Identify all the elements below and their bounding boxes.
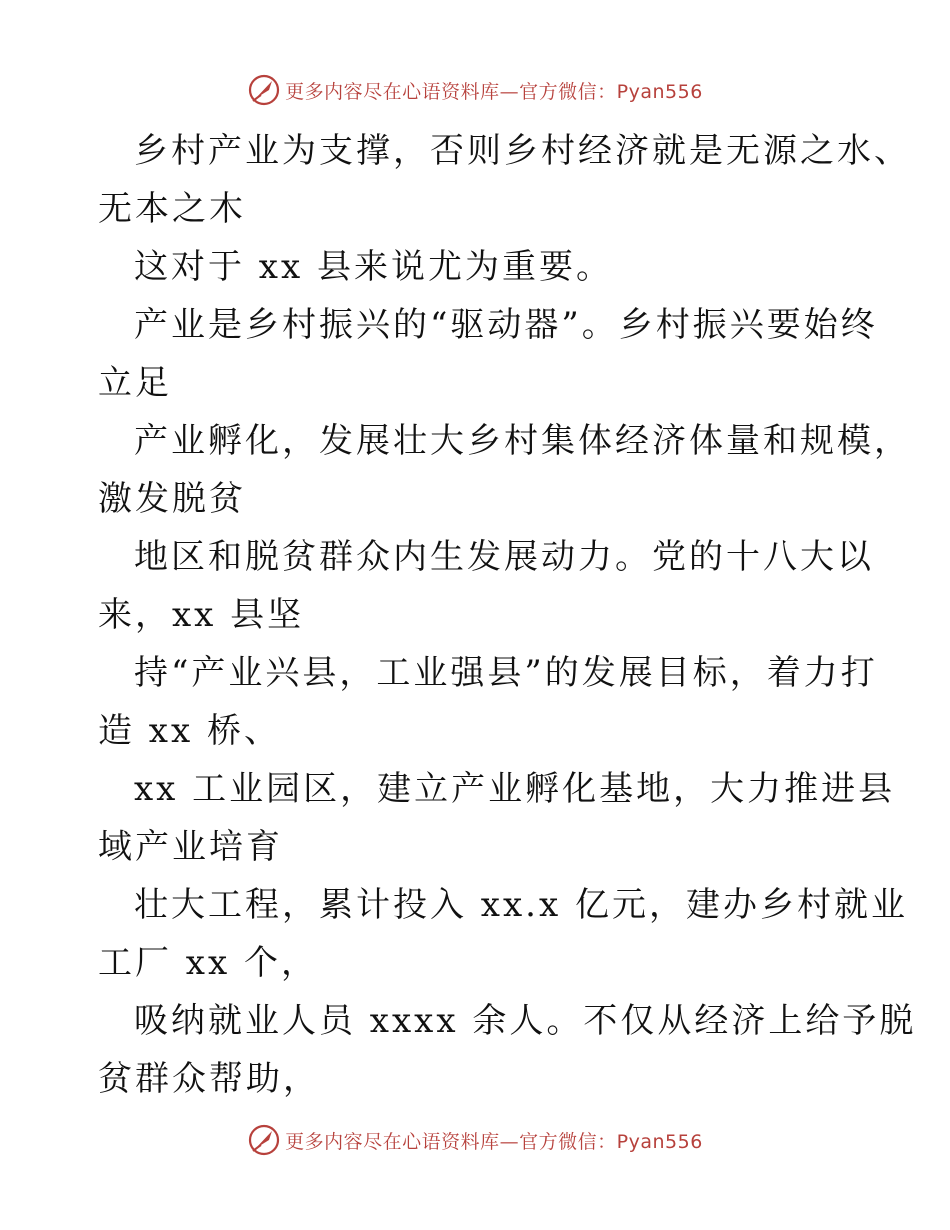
banner-separator: — [499,1130,520,1153]
paragraph-line: 激发脱贫 [98,479,246,519]
paragraph-line: 持“产业兴县，工业强县”的发展目标，着力打 [134,653,878,693]
footer-banner [0,1120,950,1160]
banner-title: 更多内容尽在心语资料库 [285,1130,500,1153]
paragraph-line: 这对于 xx 县来说尤为重要。 [134,247,613,287]
banner-text [285,1127,703,1154]
paragraph-line: 来，xx 县坚 [98,595,305,635]
header-banner [0,70,950,110]
paragraph-line: xx 工业园区，建立产业孵化基地，大力推进县 [134,769,896,809]
paragraph-line: 地区和脱贫群众内生发展动力。党的十八大以 [134,537,874,577]
banner-text [285,77,703,104]
banner-wechat: 官方微信：Pyan556 [519,1130,703,1153]
banner-separator: — [499,80,520,103]
paragraph-line: 吸纳就业人员 xxxx 余人。不仅从经济上给予脱 [134,1001,917,1041]
paragraph-line: 乡村产业为支撑，否则乡村经济就是无源之水、 [134,131,911,171]
quill-pen-logo-icon [247,73,281,107]
paragraph-line: 无本之木 [98,189,246,229]
paragraph-line: 工厂 xx 个， [98,943,318,983]
banner-title: 更多内容尽在心语资料库 [285,80,500,103]
paragraph-line: 立足 [98,363,172,403]
paragraph-line: 域产业培育 [98,827,283,867]
paragraph-line: 造 xx 桥、 [98,711,281,751]
paragraph-line: 产业是乡村振兴的“驱动器”。乡村振兴要始终 [134,305,878,345]
paragraph-line: 壮大工程，累计投入 xx.x 亿元，建办乡村就业 [134,885,908,925]
banner-wechat: 官方微信：Pyan556 [519,80,703,103]
document-body [98,122,917,1108]
paragraph-line: 产业孵化，发展壮大乡村集体经济体量和规模， [134,421,911,461]
paragraph-line: 贫群众帮助， [98,1059,320,1099]
quill-pen-logo-icon [247,1123,281,1157]
